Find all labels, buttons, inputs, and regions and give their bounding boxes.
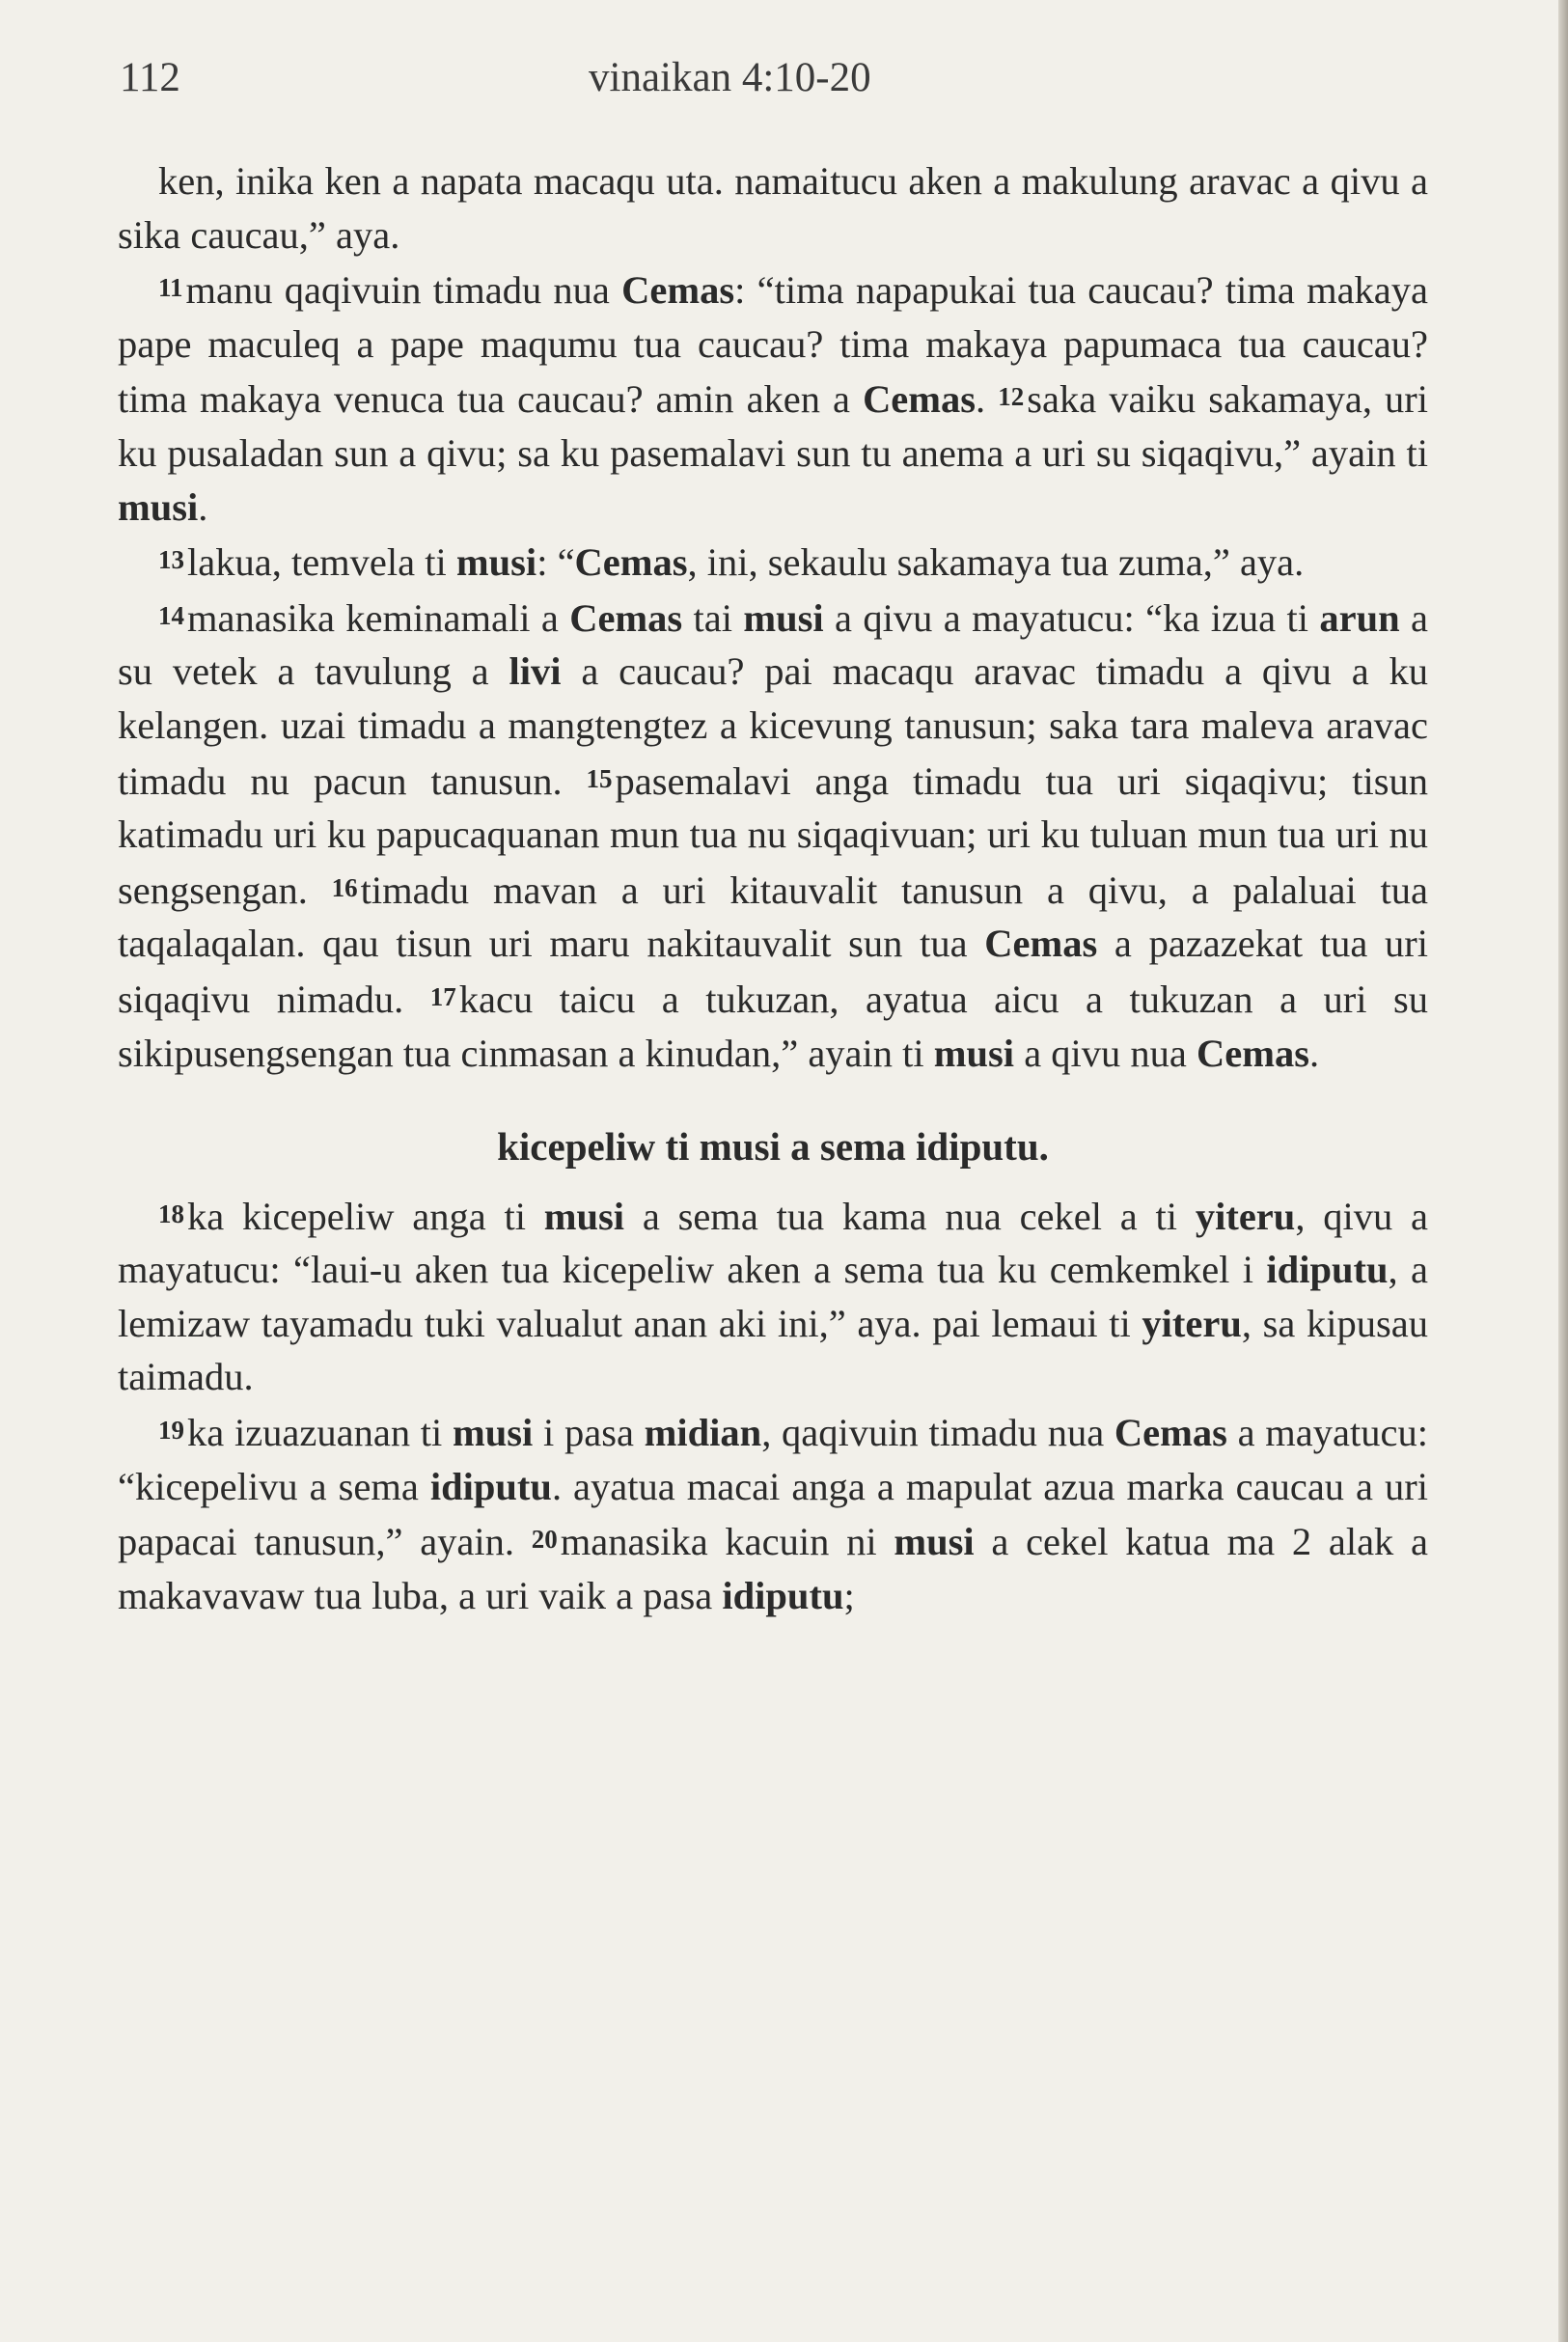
text-segment: saka vaiku sakamaya, uri ku pusaladan sun a qivu; sa ku pasemalavi sun tu anema a uri su siqaqivu,” ayain ti	[118, 377, 1428, 475]
bold-term: musi	[743, 595, 824, 640]
text-segment: timadu mavan a uri kitauvalit tanusun a qivu, a palaluai tua taqalaqalan. qau tisun uri maru nakitauvalit sun tua	[118, 868, 1429, 966]
verse-number: 20	[531, 1525, 558, 1555]
text-segment: a qivu nua	[1014, 1031, 1197, 1075]
text-segment: .	[198, 484, 208, 529]
bold-term: musi	[894, 1520, 975, 1564]
text-segment: a cekel katua ma 2 alak a makavavaw tua luba, a uri vaik a pasa	[118, 1520, 1428, 1617]
text-segment: , qaqivuin timadu nua	[761, 1411, 1114, 1455]
page-number: 112	[120, 55, 180, 100]
text-segment: i pasa	[533, 1411, 645, 1455]
text-segment: ken, inika ken a napata macaqu uta. namaitucu aken a makulung aravac a qivu a sika caucau,” aya.	[118, 159, 1428, 257]
paragraph	[118, 154, 1428, 262]
bold-term: Cemas	[863, 377, 977, 422]
text-segment: ka kicepeliw anga ti	[187, 1194, 544, 1238]
text-segment: .	[976, 377, 999, 422]
text-segment: manasika kacuin ni	[560, 1520, 894, 1564]
verse-number: 19	[158, 1416, 184, 1446]
text-segment: a pazazekat tua uri siqaqivu nimadu.	[118, 922, 1428, 1021]
bold-term: midian	[644, 1411, 762, 1455]
page-edge	[1558, 0, 1568, 2342]
text-segment: , qivu a mayatucu: “laui-u aken tua kicepeliw aken a sema tua ku cemkemkel i	[118, 1194, 1428, 1292]
text-segment: lakua, temvela ti	[187, 540, 456, 585]
verse-number: 15	[586, 763, 613, 793]
bold-term: musi	[933, 1031, 1015, 1075]
bold-term: arun	[1319, 595, 1400, 640]
text-segment: , ini, sekaulu sakamaya tua zuma,” aya.	[687, 540, 1305, 585]
text-segment: , sa kipusau taimadu.	[118, 1301, 1428, 1399]
verse-number: 16	[331, 872, 358, 902]
paragraph	[118, 1188, 1428, 1404]
text-segment: pasemalavi anga timadu tua uri siqaqivu; tisun katimadu uri ku papucaquanan mun tua nu siqaqivuan; uri ku tuluan mun tua uri nu sengsengan.	[118, 758, 1428, 912]
text-segment: .	[1309, 1031, 1320, 1075]
paragraphs-after-heading	[118, 1188, 1428, 1623]
bold-term: Cemas	[1197, 1031, 1310, 1075]
bold-term: idiputu	[722, 1573, 844, 1617]
text-segment: a qivu a mayatucu: “ka izua ti	[823, 595, 1320, 640]
verse-number: 17	[429, 981, 456, 1011]
paragraph	[118, 1404, 1428, 1622]
verse-number: 12	[998, 382, 1025, 412]
text-segment: : “tima napapukai tua caucau? tima makaya pape maculeq a pape maqumu tua caucau? tima makaya papumaca tua caucau? tima makaya venuca tua caucau? amin aken a	[118, 268, 1428, 422]
verse-number: 11	[158, 273, 183, 303]
bold-term: Cemas	[1114, 1411, 1227, 1455]
running-title: vinaikan 4:10-20	[589, 55, 871, 100]
text-segment: a su vetek a tavulung a	[118, 595, 1429, 694]
bold-term: livi	[509, 649, 562, 694]
text-segment: kacu taicu a tukuzan, ayatua aicu a tukuzan a uri su sikipusengsengan tua cinmasan a kinudan,” ayain ti	[118, 977, 1428, 1075]
bold-term: musi	[543, 1194, 625, 1238]
text-segment: a mayatucu: “kicepelivu a sema	[118, 1411, 1428, 1508]
text-segment: . ayatua macai anga a mapulat azua marka caucau a uri papacai tanusun,” ayain.	[118, 1464, 1428, 1564]
text-segment: , a lemizaw tayamadu tuki valualut anan aki ini,” aya. pai lemaui ti	[118, 1248, 1428, 1345]
section-heading: kicepeliw ti musi a sema idiputu.	[497, 1124, 1049, 1170]
text-segment: ;	[843, 1573, 855, 1617]
paragraph	[118, 534, 1428, 590]
text-segment: a caucau? pai macaqu aravac timadu a qivu a ku kelangen. uzai timadu a mangtengtez a kicevung tanusun; saka tara maleva aravac timadu nu pacun tanusun.	[118, 649, 1428, 803]
bold-term: yiteru	[1195, 1194, 1296, 1238]
verse-number: 18	[158, 1199, 184, 1228]
paragraph	[118, 262, 1428, 534]
bold-term: yiteru	[1142, 1301, 1242, 1345]
bold-term: Cemas	[569, 595, 683, 640]
text-segment: ka izuazuanan ti	[187, 1411, 454, 1455]
bold-term: musi	[455, 540, 537, 585]
bold-term: idiputu	[429, 1464, 552, 1508]
bold-term: Cemas	[984, 922, 1098, 966]
bold-term: idiputu	[1266, 1248, 1389, 1292]
text-segment: a sema tua kama nua cekel a ti	[624, 1194, 1196, 1238]
paragraph	[118, 590, 1428, 1080]
text-segment: : “	[536, 540, 575, 585]
paragraphs-before-heading	[118, 154, 1428, 1080]
bold-term: Cemas	[621, 268, 735, 313]
text-segment: manasika keminamali a	[187, 595, 570, 640]
body-text	[118, 154, 1428, 1622]
verse-number: 14	[158, 600, 184, 630]
bold-term: musi	[118, 484, 199, 529]
verse-number: 13	[158, 545, 184, 575]
bold-term: musi	[453, 1411, 534, 1455]
page-header	[120, 54, 1432, 112]
bold-term: Cemas	[574, 540, 688, 585]
text-segment: manu qaqivuin timadu nua	[185, 268, 622, 313]
text-segment: tai	[682, 595, 744, 640]
